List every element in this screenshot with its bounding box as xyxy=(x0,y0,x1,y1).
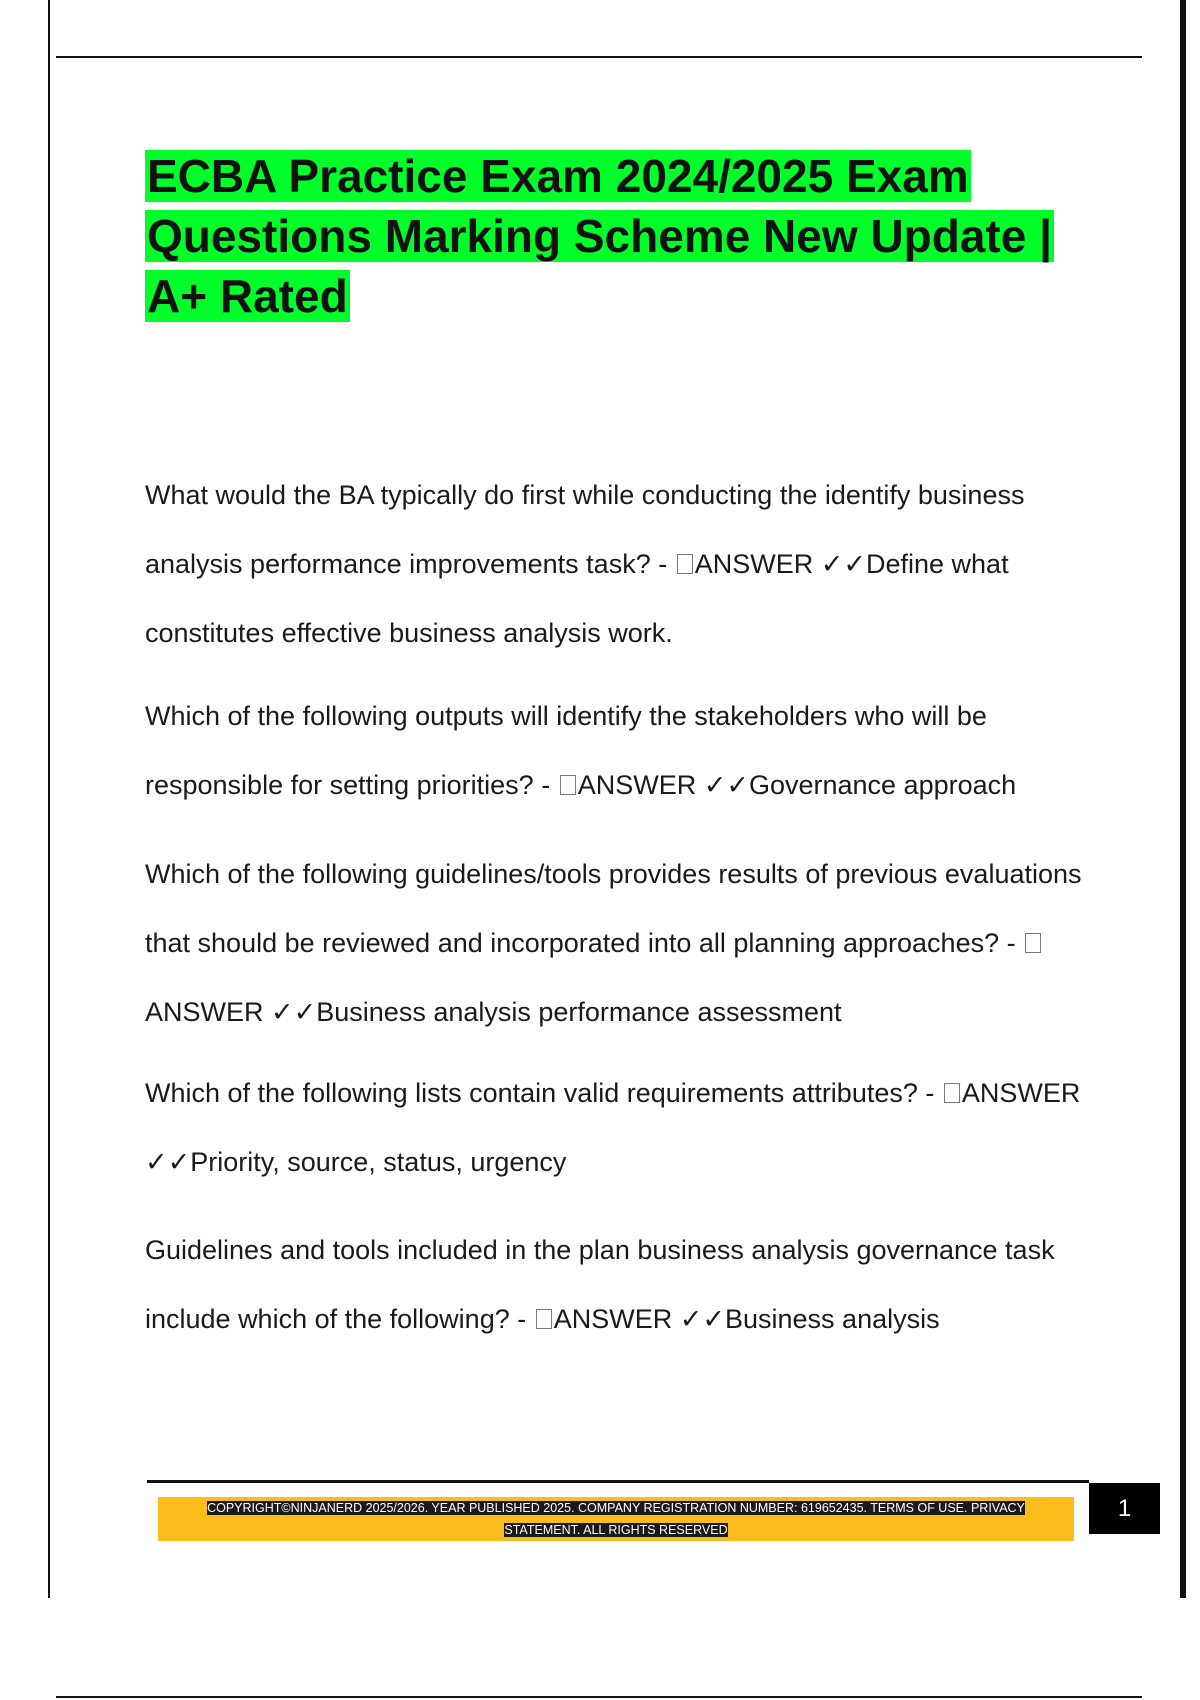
question-item xyxy=(145,1059,1085,1197)
answer-text: Define what constitutes effective business analysis work. xyxy=(145,549,1009,648)
checkbox-glyph-icon xyxy=(677,554,693,574)
question-item xyxy=(145,682,1085,820)
question-item xyxy=(145,840,1085,1047)
question-text: Which of the following outputs will identify the stakeholders who will be responsible for setting priorities? - xyxy=(145,701,987,800)
answer-text: Business analysis performance assessment xyxy=(316,997,842,1027)
page-border-right xyxy=(1180,0,1186,1598)
question-text: Which of the following guidelines/tools provides results of previous evaluations that should be reviewed and incorporated into all planning approaches? - xyxy=(145,859,1082,958)
footer-copyright-text: COPYRIGHT©NINJANERD 2025/2026. YEAR PUBLISHED 2025. COMPANY REGISTRATION NUMBER: 619652435. TERMS OF USE. PRIVACY STATEMENT. ALL RIGHTS RESERVED xyxy=(207,1501,1025,1537)
answer-prefix: ANSWER ✓✓ xyxy=(577,770,749,800)
question-text: Which of the following lists contain valid requirements attributes? - xyxy=(145,1078,935,1108)
header-rule xyxy=(56,56,1142,58)
checkbox-glyph-icon xyxy=(1025,933,1041,953)
footer-rule xyxy=(147,1480,1089,1483)
answer-prefix: ANSWER ✓✓ xyxy=(145,997,317,1027)
answer-prefix: ANSWER ✓✓ xyxy=(145,1078,1081,1177)
answer-text: Governance approach xyxy=(748,770,1017,800)
question-text: What would the BA typically do first while conducting the identify business analysis performance improvements task? - xyxy=(145,480,1025,579)
footer-copyright xyxy=(170,1497,1062,1541)
checkbox-glyph-icon xyxy=(560,775,576,795)
checkbox-glyph-icon xyxy=(536,1309,552,1329)
question-item xyxy=(145,461,1085,668)
next-page-rule xyxy=(56,1696,1142,1698)
page-border-left xyxy=(48,0,50,1598)
checkbox-glyph-icon xyxy=(944,1083,960,1103)
answer-prefix: ANSWER ✓✓ xyxy=(553,1304,725,1334)
answer-prefix: ANSWER ✓✓ xyxy=(694,549,866,579)
answer-text: Priority, source, status, urgency xyxy=(190,1147,567,1177)
title-highlight: ECBA Practice Exam 2024/2025 Exam Questions Marking Scheme New Update | A+ Rated xyxy=(147,150,1052,322)
question-text: Guidelines and tools included in the plan business analysis governance task include which of the following? - xyxy=(145,1235,1055,1334)
document-title xyxy=(145,146,1085,326)
page-number: 1 xyxy=(1089,1483,1160,1534)
question-item xyxy=(145,1216,1085,1354)
answer-text: Business analysis xyxy=(725,1304,940,1334)
